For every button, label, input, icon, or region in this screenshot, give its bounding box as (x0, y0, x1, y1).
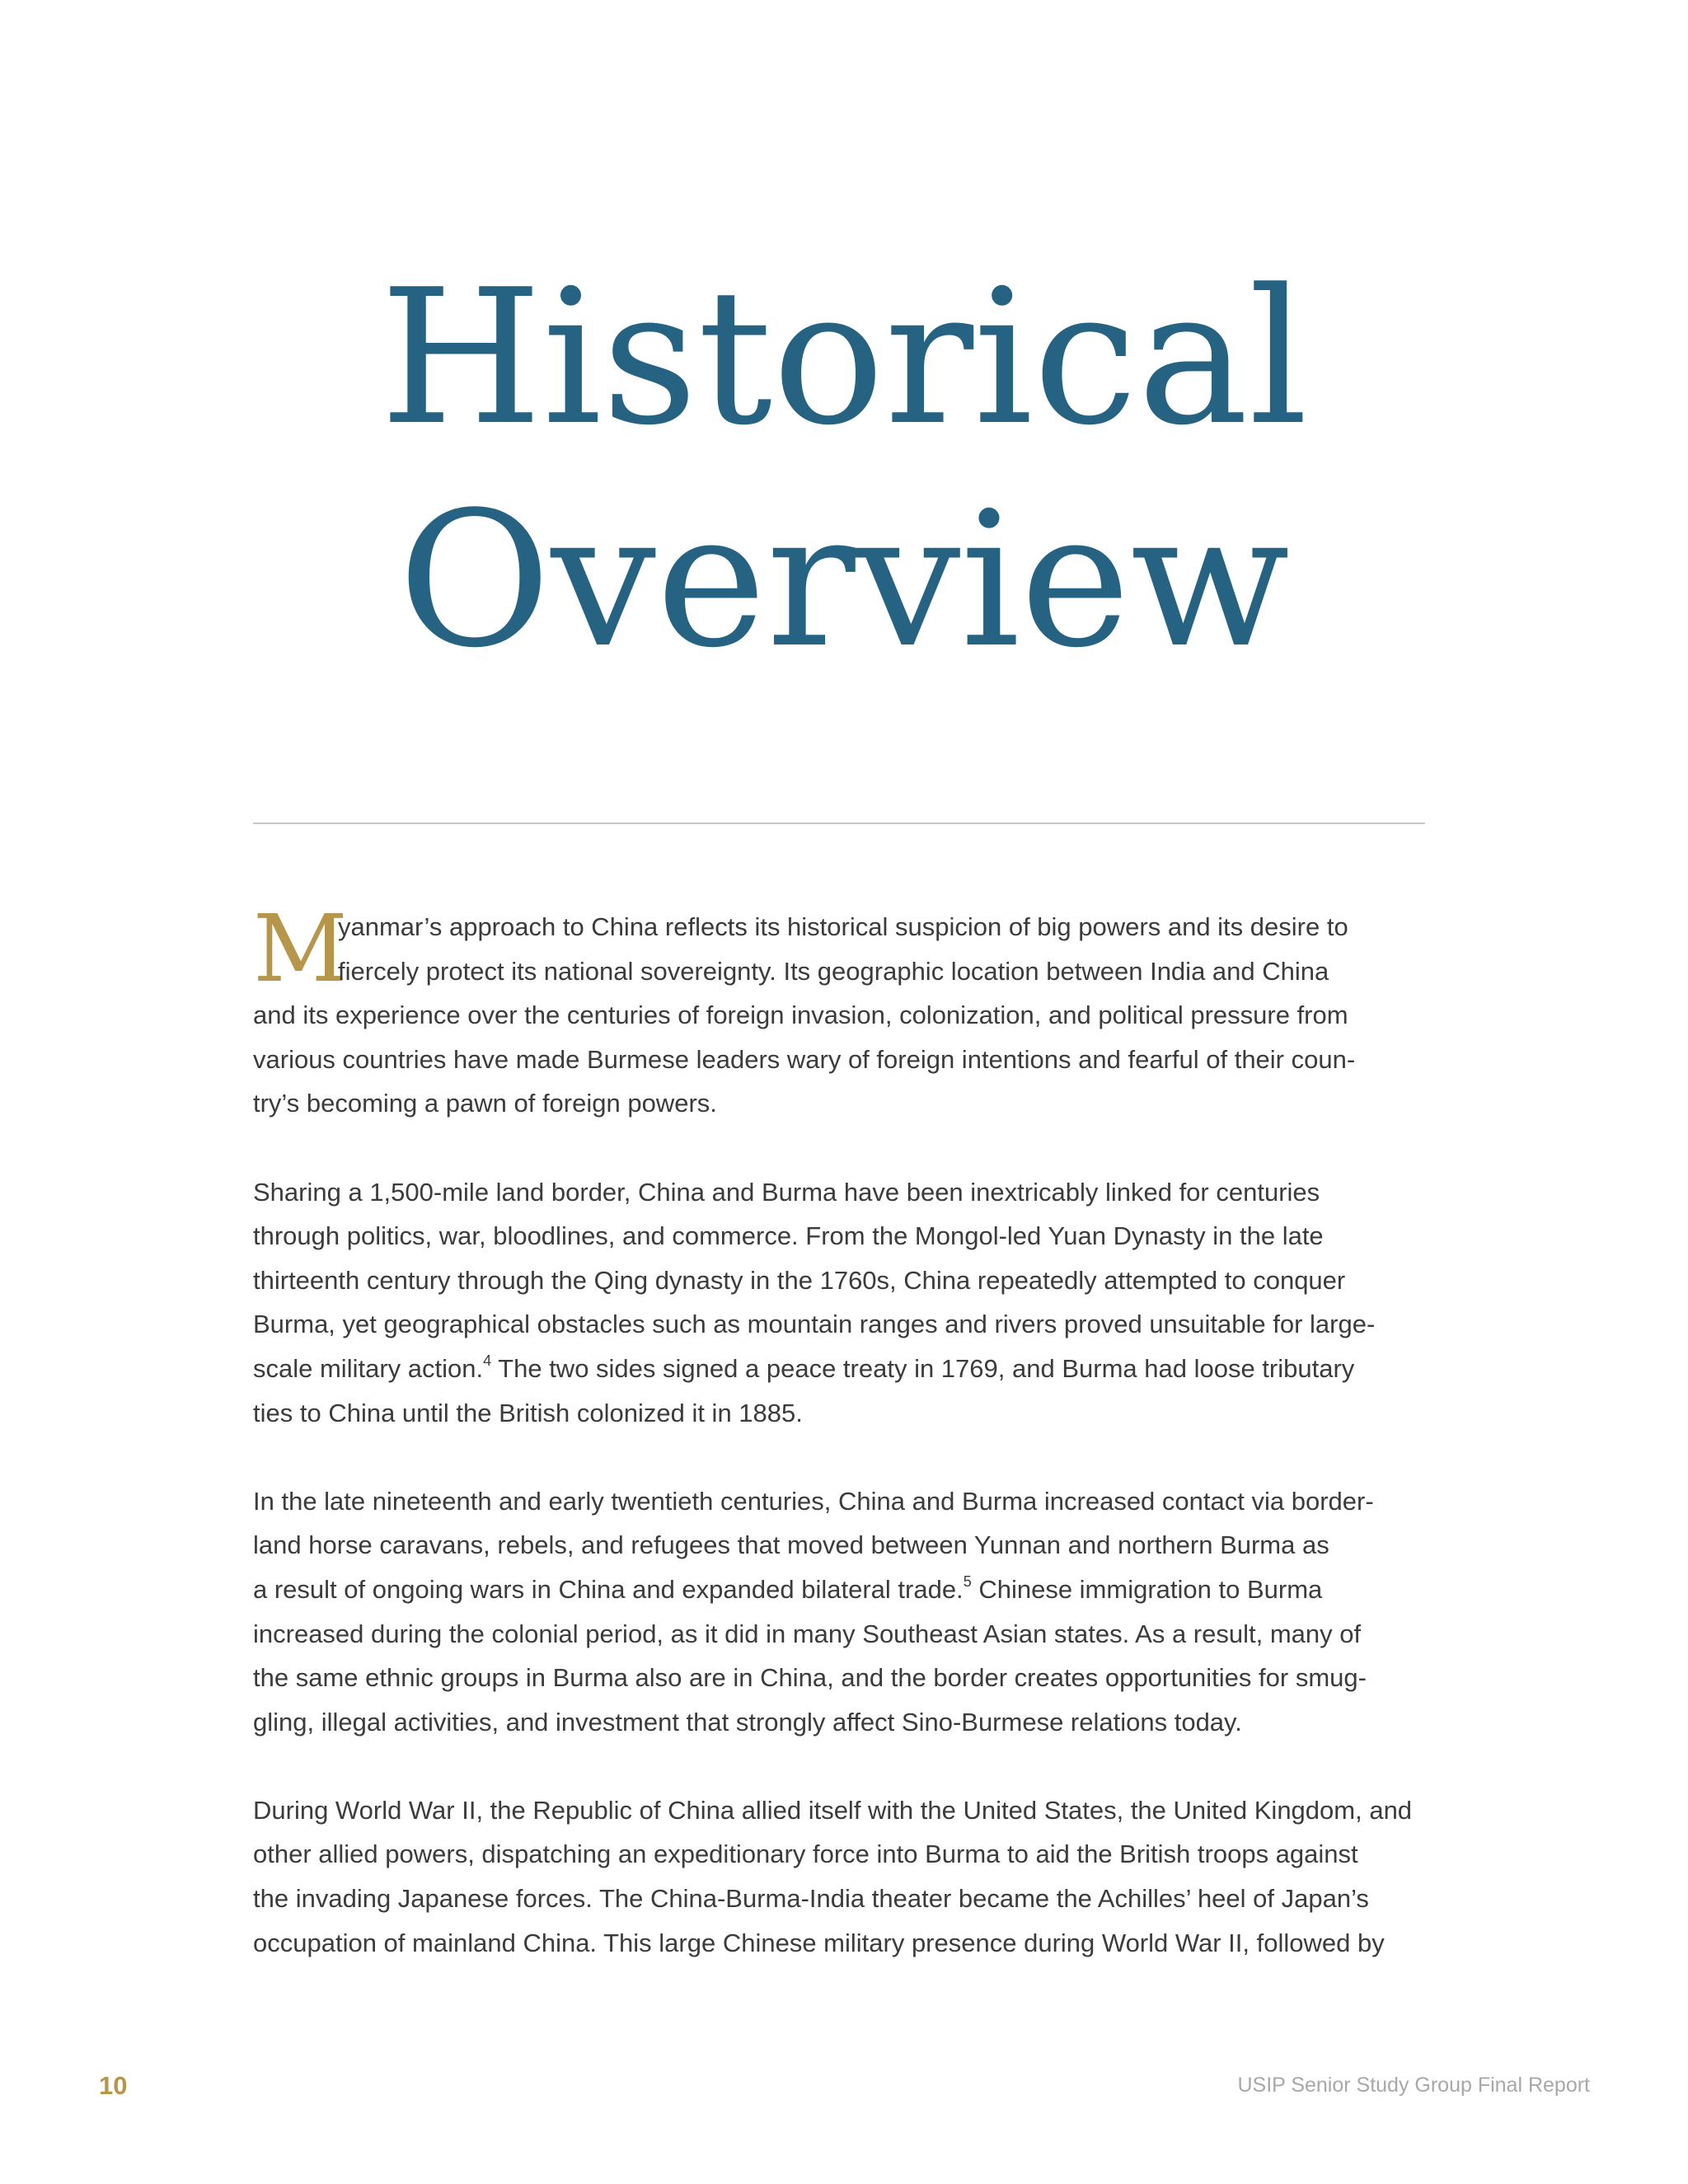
text-line: the same ethnic groups in Burma also are in China, and the border creates opportunities for smug- (253, 1663, 1367, 1693)
text-line: thirteenth century through the Qing dynasty in the 1760s, China repeatedly attempted to conquer (253, 1265, 1346, 1295)
text-line: other allied powers, dispatching an expeditionary force into Burma to aid the British troops against (253, 1840, 1358, 1869)
text-line: land horse caravans, rebels, and refugees that moved between Yunnan and northern Burma as (253, 1530, 1329, 1560)
paragraph-1 (253, 896, 1436, 1126)
title-line-2: Overview (398, 472, 1290, 689)
section-divider (253, 823, 1425, 824)
text-line (253, 1568, 1436, 1612)
text-line: try’s becoming a pawn of foreign powers. (253, 1089, 717, 1118)
paragraph-4 (253, 1788, 1436, 1965)
text-segment: The two sides signed a peace treaty in 1769, and Burma had loose tributary (491, 1353, 1355, 1383)
text-line: Burma, yet geographical obstacles such as mountain ranges and rivers proved unsuitable for large- (253, 1310, 1376, 1339)
text-line: various countries have made Burmese leaders wary of foreign intentions and fearful of their coun- (253, 1044, 1356, 1074)
text-segment: Chinese immigration to Burma (971, 1574, 1323, 1604)
text-line: gling, illegal activities, and investment that strongly affect Sino-Burmese relations today. (253, 1707, 1242, 1736)
text-line: increased during the colonial period, as it did in many Southeast Asian states. As a result, many of (253, 1619, 1362, 1648)
text-segment: scale military action. (253, 1353, 484, 1383)
page-number: 10 (99, 2071, 128, 2100)
text-line: ties to China until the British colonized it in 1885. (253, 1398, 803, 1427)
paragraph-2 (253, 1170, 1436, 1436)
text-line: yanmar’s approach to China reflects its historical suspicion of big powers and its desire to (338, 912, 1348, 941)
text-line: During World War II, the Republic of China allied itself with the United States, the United Kingdom, and (253, 1795, 1413, 1825)
text-segment: a result of ongoing wars in China and expanded bilateral trade. (253, 1574, 964, 1604)
footnote-ref: 4 (483, 1352, 492, 1369)
text-line: the invading Japanese forces. The China-Burma-India theater became the Achilles’ heel of Japan’s (253, 1884, 1369, 1914)
text-line: fiercely protect its national sovereignty. Its geographic location between India and China (338, 956, 1329, 986)
text-line: through politics, war, bloodlines, and commerce. From the Mongol-led Yuan Dynasty in the late (253, 1221, 1324, 1251)
drop-cap: M (253, 896, 348, 1003)
text-line (253, 1347, 1436, 1391)
title-line-1: Historical (379, 250, 1309, 466)
footer-report-title: USIP Senior Study Group Final Report (1237, 2074, 1590, 2097)
text-line: and its experience over the centuries of foreign invasion, colonization, and political pressure from (253, 1001, 1348, 1030)
body-text (253, 896, 1436, 2009)
page-title (0, 247, 1688, 692)
footnote-ref: 5 (963, 1572, 972, 1590)
text-line: occupation of mainland China. This large Chinese military presence during World War II, followed by (253, 1928, 1385, 1957)
paragraph-3 (253, 1479, 1436, 1745)
text-line: Sharing a 1,500-mile land border, China and Burma have been inextricably linked for centuries (253, 1177, 1320, 1207)
text-line: In the late nineteenth and early twentieth centuries, China and Burma increased contact via border- (253, 1486, 1374, 1516)
